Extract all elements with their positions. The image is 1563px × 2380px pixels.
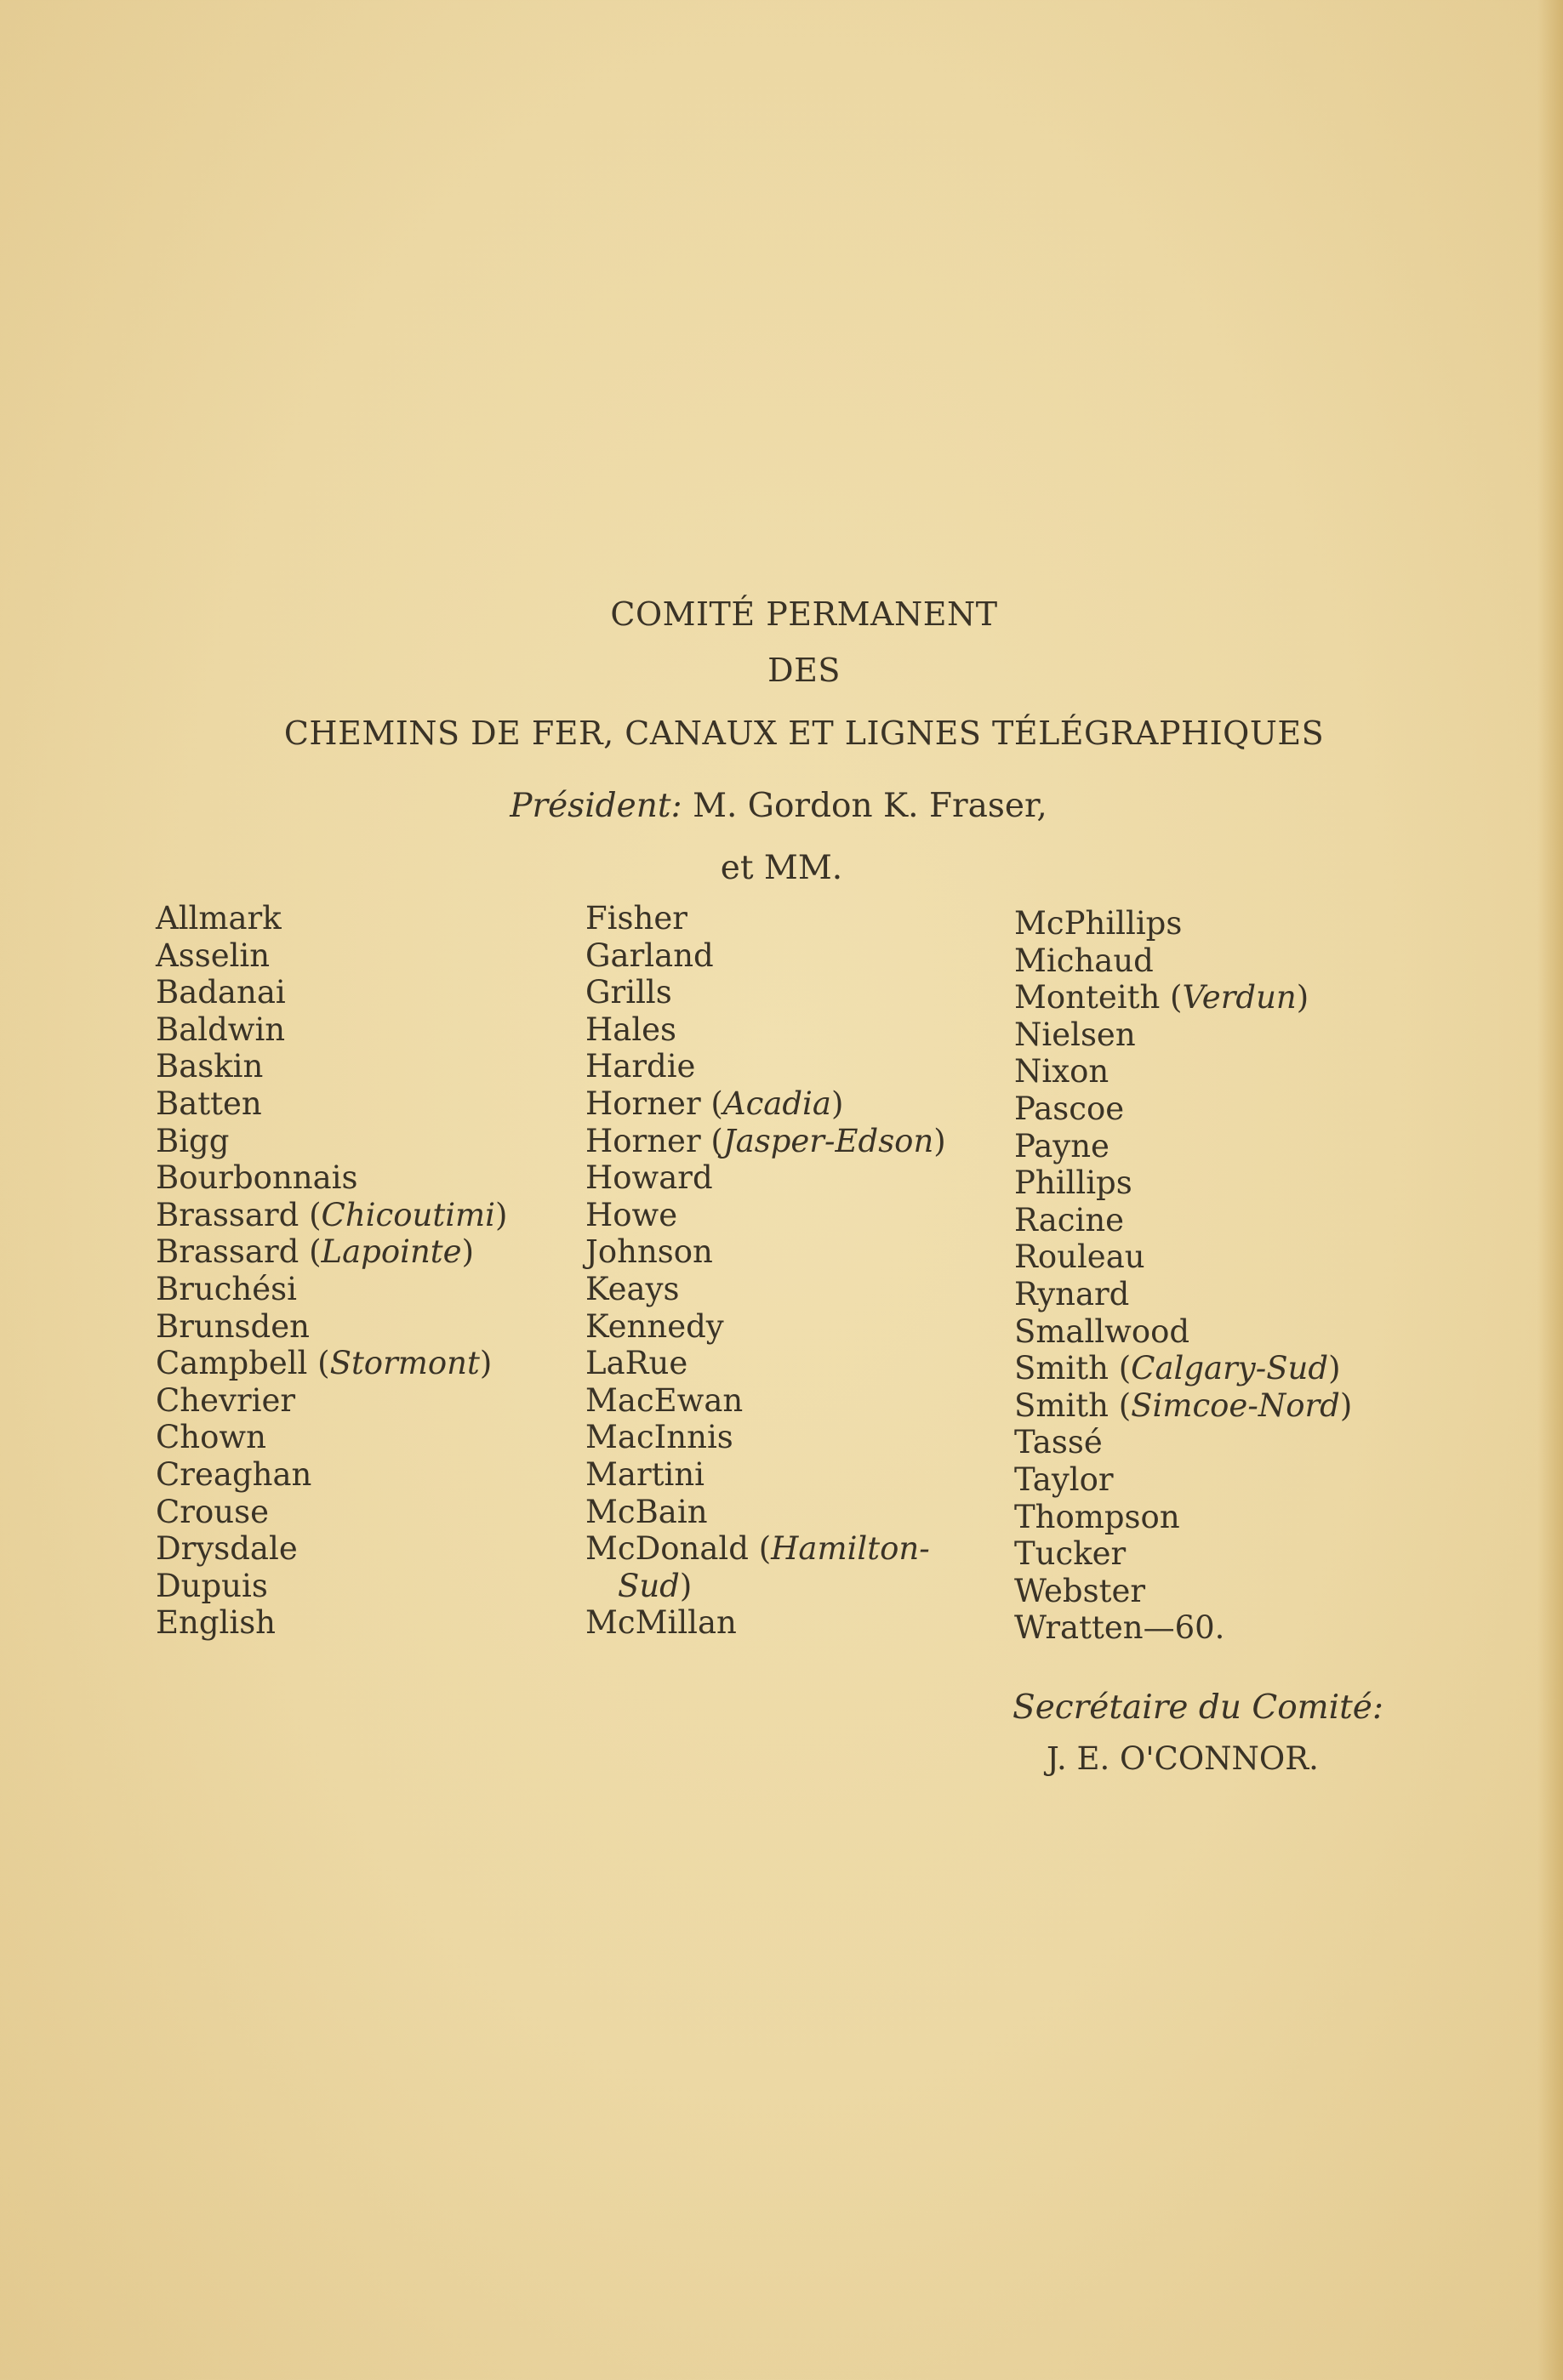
member-name: Johnson [585, 1233, 713, 1271]
member-name: Pascoe [1014, 1090, 1125, 1127]
member-entry [585, 937, 946, 975]
member-name: Kennedy [585, 1307, 724, 1345]
member-name: Horner ( [585, 1122, 723, 1159]
member-entry [156, 1123, 507, 1160]
member-name: English [156, 1604, 277, 1642]
member-name: McDonald ( [585, 1530, 772, 1568]
member-entry [1014, 1090, 1352, 1128]
member-entry [585, 1604, 946, 1642]
member-riding-close: ) [479, 1345, 493, 1382]
member-entry [1014, 1276, 1352, 1313]
member-riding: Stormont [329, 1345, 480, 1382]
president-name: M. Gordon K. Fraser, [693, 787, 1047, 825]
member-entry [585, 1085, 946, 1123]
member-entry [156, 937, 507, 975]
member-name: Horner ( [585, 1085, 723, 1122]
members-column-1 [156, 900, 507, 1642]
member-entry [585, 1271, 946, 1308]
member-entry [585, 1456, 946, 1494]
member-entry [156, 1530, 507, 1568]
member-entry [1014, 1535, 1352, 1573]
member-entry [585, 1197, 946, 1234]
member-entry [1014, 1609, 1352, 1647]
member-entry [585, 1530, 946, 1568]
member-name: Rynard [1014, 1275, 1130, 1312]
member-entry [585, 1011, 946, 1049]
member-entry [1014, 1573, 1352, 1610]
secretary-name: J. E. O'CONNOR. [1047, 1740, 1319, 1777]
member-entry [585, 1494, 946, 1531]
member-riding-close: ) [1328, 1350, 1341, 1387]
member-name: Smith ( [1014, 1386, 1132, 1424]
member-name: Tassé [1014, 1424, 1103, 1461]
member-name: Nixon [1014, 1053, 1110, 1090]
member-name: Phillips [1014, 1164, 1132, 1202]
member-name: Rouleau [1014, 1238, 1145, 1276]
member-riding-close: ) [933, 1122, 946, 1159]
member-entry [585, 1345, 946, 1382]
member-entry [156, 1494, 507, 1531]
member-entry [156, 900, 507, 937]
member-entry [1014, 1164, 1352, 1202]
member-entry [1014, 1387, 1352, 1425]
member-name: Garland [585, 937, 714, 974]
member-name: Racine [1014, 1201, 1125, 1238]
member-name: Hardie [585, 1048, 696, 1085]
members-column-2 [585, 900, 946, 1642]
member-name: Wratten—60. [1014, 1609, 1225, 1647]
member-entry [585, 900, 946, 937]
member-entry [585, 1419, 946, 1456]
member-riding: Calgary-Sud [1131, 1350, 1329, 1387]
member-entry [156, 1271, 507, 1308]
member-name: LaRue [585, 1345, 688, 1382]
member-name: McPhillips [1014, 905, 1183, 942]
member-riding: Chicoutimi [321, 1196, 495, 1233]
member-entry [156, 1308, 507, 1346]
member-name: Hales [585, 1011, 677, 1048]
heading-line-1: COMITÉ PERMANENT [610, 595, 998, 633]
member-entry [156, 1419, 507, 1456]
member-entry [585, 1159, 946, 1197]
member-entry [1014, 1461, 1352, 1499]
member-entry [156, 1197, 507, 1234]
member-riding: Jasper-Edson [722, 1122, 934, 1159]
president-line [0, 787, 1557, 825]
member-entry [156, 1085, 507, 1123]
member-entry [585, 1123, 946, 1160]
members-column-3 [1014, 905, 1352, 1647]
member-entry [1014, 979, 1352, 1016]
member-name: Campbell ( [156, 1345, 330, 1382]
member-name: Crouse [156, 1493, 269, 1530]
et-mm: et MM. [720, 849, 843, 887]
heading-line-3: CHEMINS DE FER, CANAUX ET LIGNES TÉLÉGRAPHIQUES [283, 715, 1325, 752]
member-name: Smallwood [1014, 1312, 1190, 1350]
member-name: Asselin [156, 937, 271, 974]
member-entry [585, 974, 946, 1011]
member-name: Keays [585, 1270, 680, 1307]
member-entry [156, 1604, 507, 1642]
member-entry [1014, 905, 1352, 942]
member-name: Howard [585, 1159, 713, 1197]
member-name: Monteith ( [1014, 979, 1183, 1016]
member-name: Tucker [1014, 1535, 1127, 1573]
member-name: MacEwan [585, 1381, 744, 1419]
member-entry [585, 1233, 946, 1271]
member-name: Bigg [156, 1122, 230, 1159]
member-name: Smith ( [1014, 1350, 1132, 1387]
member-riding-close: ) [494, 1196, 508, 1233]
member-riding-close: ) [1339, 1386, 1353, 1424]
member-entry [1014, 1238, 1352, 1276]
member-name: Batten [156, 1085, 262, 1122]
member-name: Baldwin [156, 1011, 286, 1048]
president-label: Président: [510, 787, 682, 825]
member-name: Creaghan [156, 1455, 312, 1493]
member-entry [156, 1233, 507, 1271]
member-entry [156, 1568, 507, 1605]
member-riding-close: ) [679, 1567, 693, 1604]
member-entry [156, 1159, 507, 1197]
member-riding: Verdun [1182, 979, 1297, 1016]
member-name: Baskin [156, 1048, 264, 1085]
member-riding-close: ) [1296, 979, 1309, 1016]
member-entry [1014, 1016, 1352, 1054]
member-name: Bourbonnais [156, 1159, 358, 1197]
member-name: Payne [1014, 1127, 1110, 1164]
member-name: Grills [585, 974, 672, 1011]
page-edge-shading [1537, 0, 1563, 2380]
member-name: McMillan [585, 1604, 737, 1642]
member-name: Chevrier [156, 1381, 296, 1419]
member-name: Badanai [156, 974, 286, 1011]
member-riding: Sud [618, 1567, 680, 1604]
member-name: Brassard ( [156, 1196, 322, 1233]
member-name: Michaud [1014, 942, 1154, 979]
member-entry [1014, 1202, 1352, 1239]
secretary-label: Secrétaire du Comité: [1013, 1688, 1384, 1727]
member-name: MacInnis [585, 1419, 733, 1456]
member-name: Howe [585, 1196, 678, 1233]
member-riding: Acadia [722, 1085, 831, 1122]
member-entry [1014, 1424, 1352, 1461]
member-entry [585, 1382, 946, 1420]
member-name: Allmark [156, 900, 282, 937]
member-entry [156, 1345, 507, 1382]
member-entry [1014, 1350, 1352, 1387]
member-name: Thompson [1014, 1498, 1180, 1535]
heading-line-2: DES [767, 652, 841, 689]
member-entry [156, 1456, 507, 1494]
member-name: Martini [585, 1455, 704, 1493]
member-name: Brassard ( [156, 1233, 322, 1271]
member-entry [585, 1048, 946, 1085]
member-entry [585, 1568, 946, 1605]
member-entry [1014, 1499, 1352, 1536]
member-name: Chown [156, 1419, 266, 1456]
member-entry [156, 1011, 507, 1049]
member-riding: Simcoe-Nord [1131, 1386, 1340, 1424]
member-name: Taylor [1014, 1460, 1114, 1498]
member-name: Brunsden [156, 1307, 310, 1345]
member-entry [1014, 1053, 1352, 1090]
member-riding-close: ) [461, 1233, 475, 1271]
member-entry [156, 1048, 507, 1085]
member-name: Nielsen [1014, 1016, 1136, 1053]
member-name: Bruchési [156, 1270, 297, 1307]
member-entry [156, 974, 507, 1011]
member-entry [156, 1382, 507, 1420]
member-entry [1014, 942, 1352, 980]
member-riding: Hamilton- [771, 1530, 930, 1568]
member-name: Webster [1014, 1572, 1146, 1609]
member-name: Drysdale [156, 1530, 298, 1568]
member-riding-close: ) [830, 1085, 844, 1122]
member-entry [1014, 1313, 1352, 1351]
member-name: Fisher [585, 900, 687, 937]
member-riding: Lapointe [321, 1233, 462, 1271]
member-name: Dupuis [156, 1567, 268, 1604]
member-name: McBain [585, 1493, 708, 1530]
member-entry [585, 1308, 946, 1346]
member-entry [1014, 1128, 1352, 1165]
